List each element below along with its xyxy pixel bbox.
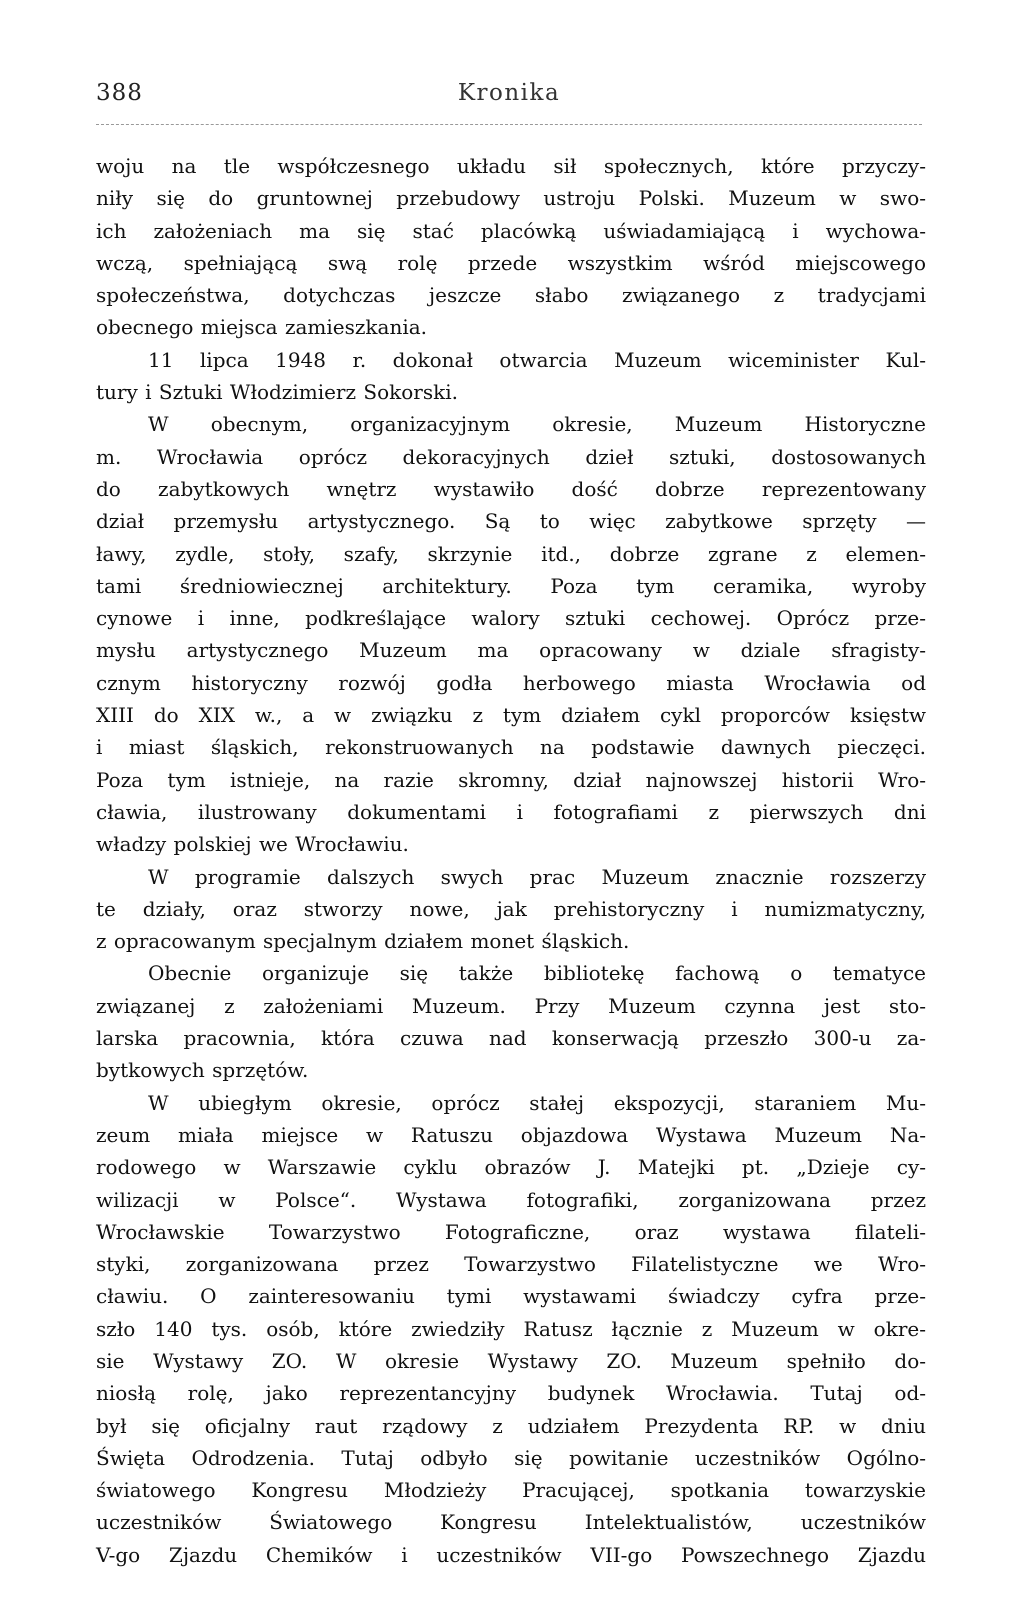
- running-title: Kronika: [457, 80, 561, 106]
- text-line: styki, zorganizowana przez Towarzystwo Filatelistyczne we Wro-: [96, 1252, 926, 1277]
- text-line: i miast śląskich, rekonstruowanych na podstawie dawnych pieczęci.: [96, 735, 926, 760]
- text-line: ławy, zydle, stoły, szafy, skrzynie itd., dobrze zgrane z elemen-: [96, 541, 926, 566]
- text-line: wczą, spełniającą swą rolę przede wszystkim wśród miejscowego: [96, 250, 926, 275]
- text-line: cławiu. O zainteresowaniu tymi wystawami świadczy cyfra prze-: [96, 1284, 926, 1309]
- text-line: sie Wystawy ZO. W okresie Wystawy ZO. Muzeum spełniło do-: [96, 1348, 926, 1373]
- text-line: zeum miała miejsce w Ratuszu objazdowa Wystawa Muzeum Na-: [96, 1122, 926, 1147]
- text-line: mysłu artystycznego Muzeum ma opracowany w dziale sfragisty-: [96, 638, 926, 663]
- header-rule: [96, 124, 922, 125]
- text-line: był się oficjalny raut rządowy z udziałem Prezydenta RP. w dniu: [96, 1413, 926, 1438]
- text-line: rodowego w Warszawie cyklu obrazów J. Matejki pt. „Dzieje cy-: [96, 1155, 926, 1180]
- text-line: Obecnie organizuje się także bibliotekę fachową o tematyce: [148, 961, 926, 986]
- text-line: m. Wrocławia oprócz dekoracyjnych dzieł sztuki, dostosowanych: [96, 444, 926, 469]
- text-line: V-go Zjazdu Chemików i uczestników VII-go Powszechnego Zjazdu: [96, 1542, 926, 1567]
- text-line: władzy polskiej we Wrocławiu.: [96, 832, 409, 857]
- text-line: cznym historyczny rozwój godła herbowego miasta Wrocławia od: [96, 670, 926, 695]
- text-line: XIII do XIX w., a w związku z tym działem cykl proporców księstw: [96, 703, 926, 728]
- text-line: związanej z założeniami Muzeum. Przy Muzeum czynna jest sto-: [96, 993, 926, 1018]
- text-line: z opracowanym specjalnym działem monet śląskich.: [96, 929, 630, 954]
- text-line: 11 lipca 1948 r. dokonał otwarcia Muzeum wiceminister Kul-: [148, 347, 926, 372]
- text-line: tami średniowiecznej architektury. Poza tym ceramika, wyroby: [96, 573, 926, 598]
- text-line: ich założeniach ma się stać placówką uświadamiającą i wychowa-: [96, 218, 926, 243]
- text-line: szło 140 tys. osób, które zwiedziły Ratusz łącznie z Muzeum w okre-: [96, 1316, 926, 1341]
- text-line: Poza tym istnieje, na razie skromny, dział najnowszej historii Wro-: [96, 767, 926, 792]
- text-line: cławia, ilustrowany dokumentami i fotografiami z pierwszych dni: [96, 799, 926, 824]
- text-line: niły się do gruntownej przebudowy ustroju Polski. Muzeum w swo-: [96, 186, 926, 211]
- text-line: larska pracownia, która czuwa nad konserwacją przeszło 300-u za-: [96, 1026, 926, 1051]
- text-line: uczestników Światowego Kongresu Intelektualistów, uczestników: [96, 1510, 926, 1535]
- text-line: W programie dalszych swych prac Muzeum znacznie rozszerzy: [148, 864, 926, 889]
- text-line: tury i Sztuki Włodzimierz Sokorski.: [96, 380, 458, 405]
- text-line: W ubiegłym okresie, oprócz stałej ekspozycji, staraniem Mu-: [148, 1090, 926, 1115]
- text-line: niosłą rolę, jako reprezentancyjny budynek Wrocławia. Tutaj od-: [96, 1381, 926, 1406]
- text-line: te działy, oraz stworzy nowe, jak prehistoryczny i numizmatyczny,: [96, 896, 926, 921]
- text-line: dział przemysłu artystycznego. Są to więc zabytkowe sprzęty —: [96, 509, 926, 534]
- text-line: Wrocławskie Towarzystwo Fotograficzne, oraz wystawa filateli-: [96, 1219, 926, 1244]
- page-number: 388: [96, 80, 143, 106]
- text-line: do zabytkowych wnętrz wystawiło dość dobrze reprezentowany: [96, 476, 926, 501]
- text-line: W obecnym, organizacyjnym okresie, Muzeum Historyczne: [148, 412, 926, 437]
- text-line: społeczeństwa, dotychczas jeszcze słabo związanego z tradycjami: [96, 283, 926, 308]
- text-line: światowego Kongresu Młodzieży Pracującej, spotkania towarzyskie: [96, 1478, 926, 1503]
- text-line: Święta Odrodzenia. Tutaj odbyło się powitanie uczestników Ogólno-: [96, 1445, 926, 1470]
- text-line: cynowe i inne, podkreślające walory sztuki cechowej. Oprócz prze-: [96, 606, 926, 631]
- page-header: [96, 80, 922, 120]
- body-text: [96, 150, 926, 1571]
- text-line: wilizacji w Polsce“. Wystawa fotografiki, zorganizowana przez: [96, 1187, 926, 1212]
- text-line: woju na tle współczesnego układu sił społecznych, które przyczy-: [96, 154, 926, 178]
- text-line: bytkowych sprzętów.: [96, 1058, 309, 1083]
- text-line: obecnego miejsca zamieszkania.: [96, 315, 428, 340]
